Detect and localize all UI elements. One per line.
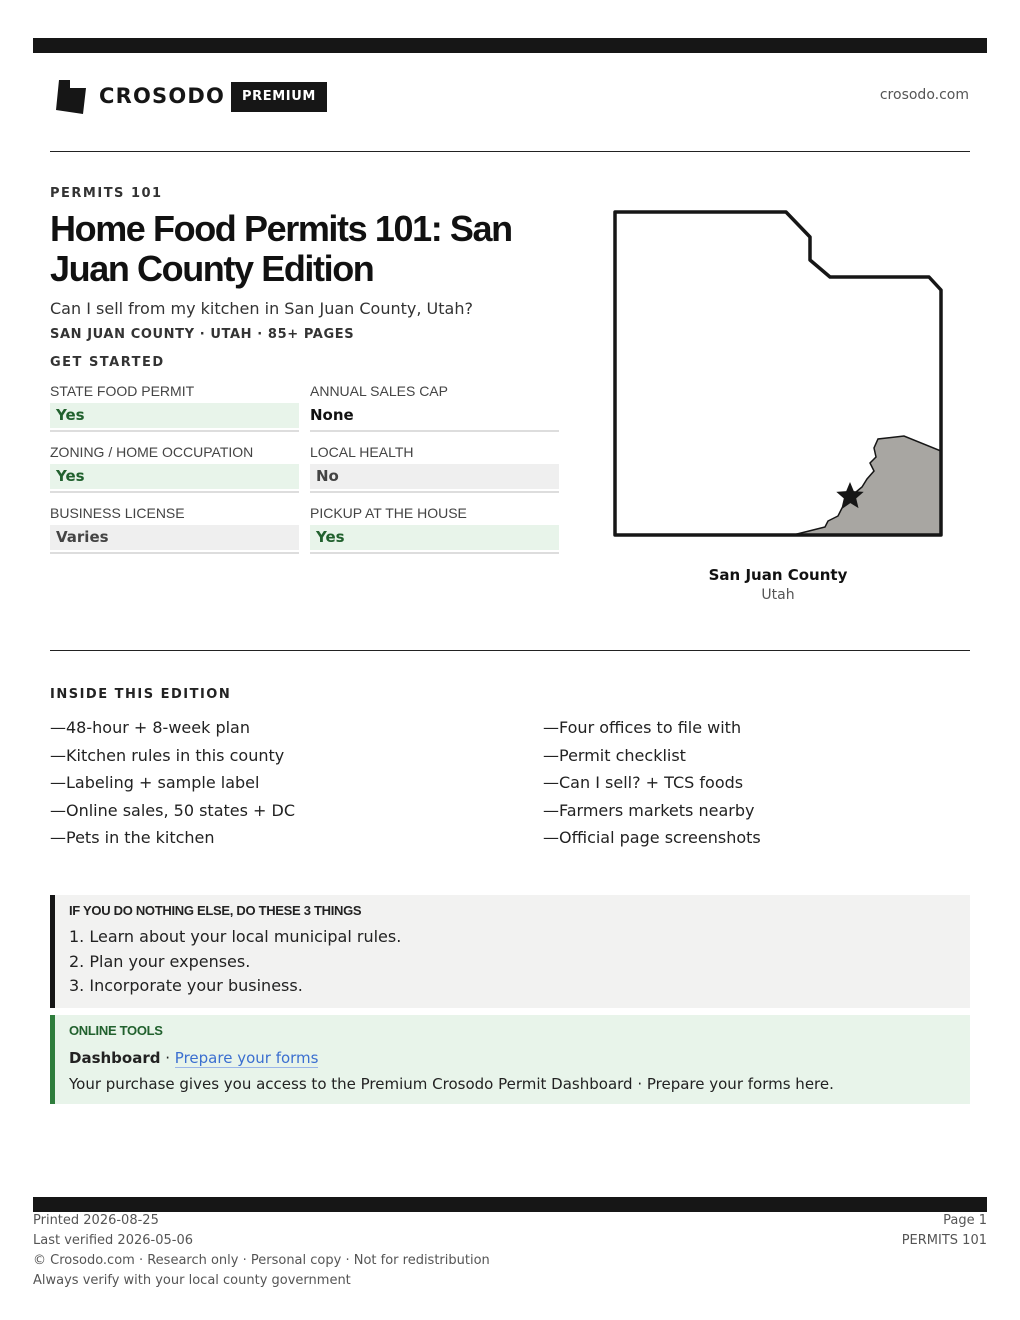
fact-value-text: Yes bbox=[310, 525, 559, 550]
page-title: Home Food Permits 101: San Juan County Edition bbox=[50, 208, 512, 289]
tools-heading: ONLINE TOOLS bbox=[69, 1023, 163, 1038]
online-tools-callout bbox=[50, 1015, 970, 1104]
edition-meta: SAN JUAN COUNTY · UTAH · 85+ PAGES bbox=[50, 327, 355, 342]
fact-value bbox=[50, 403, 299, 432]
brand-name: CROSODO bbox=[99, 84, 226, 108]
list-item: —Kitchen rules in this county bbox=[50, 745, 285, 765]
todo-callout bbox=[50, 895, 970, 1008]
list-item: —Pets in the kitchen bbox=[50, 828, 215, 847]
permit-facts-grid bbox=[50, 382, 559, 565]
verified-date: Last verified 2026-05-06 bbox=[33, 1233, 193, 1248]
page-subtitle: Can I sell from my kitchen in San Juan County, Utah? bbox=[50, 299, 473, 318]
site-url: crosodo.com bbox=[879, 87, 969, 103]
fact-pickup-at-house bbox=[310, 504, 559, 565]
fact-value bbox=[310, 464, 559, 493]
todo-heading: IF YOU DO NOTHING ELSE, DO THESE 3 THINGS bbox=[69, 903, 362, 918]
todo-item: 2. Plan your expenses. bbox=[69, 951, 251, 971]
kicker: PERMITS 101 bbox=[50, 186, 163, 201]
fact-label: STATE FOOD PERMIT bbox=[50, 383, 195, 399]
header-divider bbox=[50, 151, 970, 152]
utah-state-icon bbox=[56, 80, 86, 114]
todo-item: 3. Incorporate your business. bbox=[69, 976, 303, 995]
todo-item: 1. Learn about your local municipal rules. bbox=[69, 927, 402, 946]
fact-value bbox=[310, 403, 559, 432]
map-county-label: San Juan County bbox=[708, 566, 848, 584]
map-state-label: Utah bbox=[761, 587, 795, 603]
bottom-rule-bar bbox=[33, 1197, 987, 1212]
top-rule-bar bbox=[33, 38, 987, 53]
printed-date: Printed 2026-08-25 bbox=[33, 1213, 159, 1228]
fact-local-health bbox=[310, 443, 559, 504]
separator: · bbox=[160, 1049, 175, 1067]
contents-list-right bbox=[543, 714, 983, 852]
tools-description: Your purchase gives you access to the Premium Crosodo Permit Dashboard · Prepare your forms here. bbox=[69, 1075, 834, 1093]
fact-zoning bbox=[50, 443, 299, 504]
section-label-get-started: GET STARTED bbox=[50, 355, 165, 370]
premium-badge: PREMIUM bbox=[231, 82, 327, 112]
san-juan-county-shape bbox=[793, 436, 941, 535]
fact-label: PICKUP AT THE HOUSE bbox=[310, 505, 467, 521]
fact-value-text: Yes bbox=[50, 464, 299, 489]
contents-list-left bbox=[50, 714, 490, 852]
fact-label: ANNUAL SALES CAP bbox=[310, 383, 448, 399]
fact-label: LOCAL HEALTH bbox=[310, 444, 414, 460]
copyright: © Crosodo.com · Research only · Personal copy · Not for redistribution bbox=[33, 1253, 490, 1268]
fact-state-food-permit bbox=[50, 382, 299, 443]
list-item: —48-hour + 8-week plan bbox=[50, 718, 250, 737]
fact-value bbox=[50, 464, 299, 493]
footer-right bbox=[902, 1211, 987, 1251]
list-item: —Farmers markets nearby bbox=[543, 800, 755, 820]
fact-value-text: None bbox=[310, 406, 354, 424]
prepare-forms-link[interactable]: Prepare your forms bbox=[174, 1049, 319, 1067]
fact-value bbox=[50, 525, 299, 554]
list-item: —Permit checklist bbox=[543, 745, 686, 765]
county-locator-map bbox=[612, 209, 944, 541]
tools-links-line bbox=[69, 1045, 956, 1071]
list-item: —Online sales, 50 states + DC bbox=[50, 800, 296, 820]
inside-edition-heading: INSIDE THIS EDITION bbox=[50, 687, 232, 702]
footer-left bbox=[33, 1211, 490, 1291]
fact-value bbox=[310, 525, 559, 554]
verify-advice: Always verify with your local county government bbox=[33, 1273, 351, 1288]
list-item: —Official page screenshots bbox=[543, 828, 761, 847]
list-item: —Four offices to file with bbox=[543, 718, 742, 737]
dashboard-label: Dashboard bbox=[69, 1049, 161, 1067]
fact-label: BUSINESS LICENSE bbox=[50, 505, 185, 521]
fact-annual-sales-cap bbox=[310, 382, 559, 443]
fact-label: ZONING / HOME OCCUPATION bbox=[50, 444, 254, 460]
fact-value-text: Varies bbox=[50, 525, 299, 550]
footer-section: PERMITS 101 bbox=[901, 1233, 987, 1248]
list-item: —Labeling + sample label bbox=[50, 773, 260, 792]
fact-value-text: No bbox=[310, 464, 559, 489]
list-item: —Can I sell? + TCS foods bbox=[543, 773, 744, 792]
page-number: Page 1 bbox=[943, 1213, 987, 1228]
section-divider bbox=[50, 650, 970, 651]
fact-business-license bbox=[50, 504, 299, 565]
fact-value-text: Yes bbox=[50, 403, 299, 428]
